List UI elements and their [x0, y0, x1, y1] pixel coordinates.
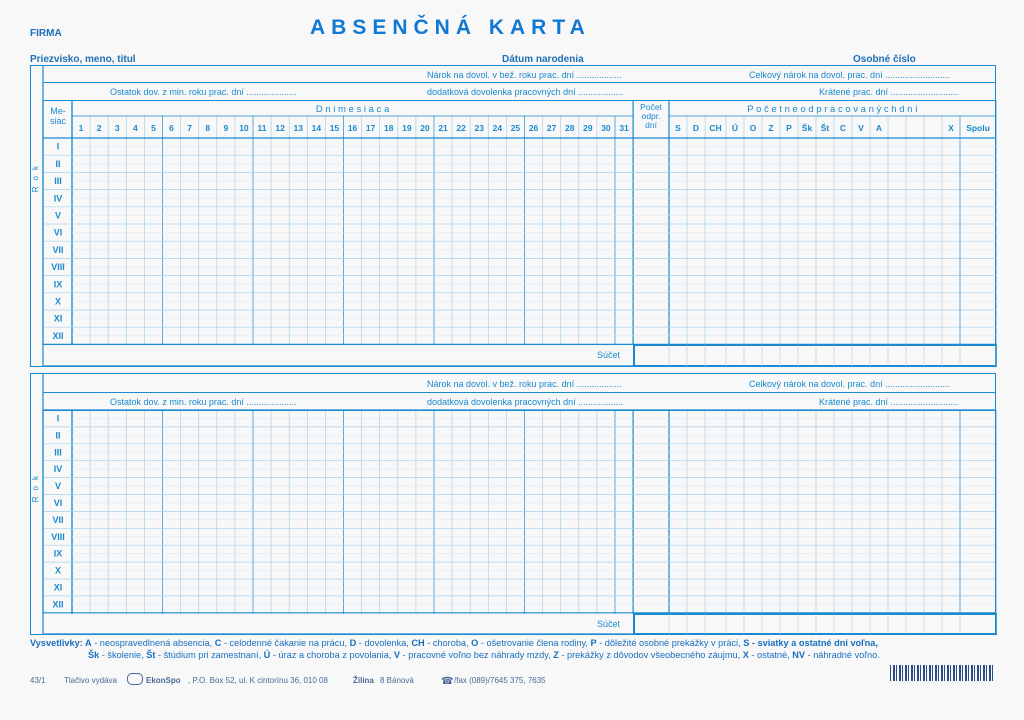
legend-text: NV [792, 650, 806, 660]
legend-text: D [349, 638, 357, 648]
absence-code: P [786, 123, 792, 133]
pocet-odpr-label: dní [645, 120, 657, 130]
legend-text: - štúdium pri zamestnaní, [155, 650, 264, 660]
dodatkova-label: dodatková dovolenka pracovných dní .................. [427, 87, 624, 97]
month-label: I [56, 141, 60, 152]
legend-text: - choroba, [424, 638, 472, 648]
form-title: ABSENČNÁ KARTA [310, 16, 591, 39]
rok-label: Rok [31, 160, 40, 193]
month-label: VI [53, 227, 63, 238]
day-number: 7 [187, 123, 193, 133]
legend-line-2 [88, 650, 880, 660]
month-label: II [55, 158, 61, 169]
absence-code: Ú [731, 123, 739, 133]
day-number: 21 [438, 123, 448, 133]
panel-2-divider [43, 392, 996, 393]
vydava-label: Tlačivo vydáva [64, 676, 117, 685]
panel-2-divider-2 [43, 410, 996, 411]
day-number: 10 [239, 123, 249, 133]
year-panel-2 [30, 373, 996, 635]
day-number: 20 [420, 123, 430, 133]
kratene-label: Krátené prac. dní ........................... [819, 87, 959, 97]
absence-code: X [948, 123, 954, 133]
priezvisko-label: Priezvisko, meno, titul [30, 54, 136, 65]
month-label: II [55, 430, 61, 441]
publisher-name: EkonSpo [146, 676, 181, 685]
absence-code: Z [768, 123, 774, 133]
publisher-city: Žilina [353, 676, 374, 685]
legend-text: P [590, 638, 597, 648]
month-label: IV [53, 464, 63, 475]
month-label: X [54, 296, 62, 307]
rok-label-2: Rok [31, 470, 40, 503]
month-label: V [54, 210, 62, 221]
kratene-label-2: Krátené prac. dní ........................... [819, 397, 959, 407]
legend-text: - dovolenka, [356, 638, 412, 648]
phone-icon: ☎ [441, 676, 454, 687]
day-number: 2 [96, 123, 102, 133]
absence-code: V [858, 123, 864, 133]
legend-text: Šk [88, 650, 100, 660]
month-label: VI [53, 497, 63, 508]
day-number: 3 [114, 123, 120, 133]
legend-line-1 [30, 638, 878, 648]
month-label: IX [53, 548, 63, 559]
ekonspo-logo-icon [127, 673, 143, 685]
month-label: XII [52, 330, 64, 341]
day-number: 22 [456, 123, 466, 133]
legend-text: - úraz a choroba z povolania, [270, 650, 394, 660]
day-number: 16 [347, 123, 358, 133]
day-number: 27 [546, 123, 557, 133]
legend-text: - dôležité osobné prekážky v práci, [596, 638, 744, 648]
day-number: 30 [601, 123, 611, 133]
firma-label: FIRMA [30, 28, 62, 39]
month-label: III [54, 447, 62, 458]
legend-text: X [742, 650, 749, 660]
legend-text: - neospravedlnená absencia, [91, 638, 215, 648]
ostatok-label: Ostatok dov. z min. roku prac. dní .................... [110, 87, 297, 97]
day-number: 15 [329, 123, 340, 133]
day-number: 19 [402, 123, 412, 133]
day-number: 14 [311, 123, 322, 133]
ostatok-label-2: Ostatok dov. z min. roku prac. dní .................... [110, 397, 297, 407]
legend-text: Z [553, 650, 559, 660]
legend-text: S - sviatky a ostatné dni voľna, [743, 638, 878, 648]
absence-code: S [675, 123, 681, 133]
day-number: 29 [583, 123, 593, 133]
absence-code: C [839, 123, 847, 133]
legend-text: - pracovné voľno bez náhrady mzdy, [400, 650, 554, 660]
legend-text: CH [411, 638, 425, 648]
month-label: I [56, 413, 60, 424]
osobne-cislo-label: Osobné číslo [853, 54, 916, 65]
day-number: 12 [275, 123, 285, 133]
absence-code: CH [709, 123, 722, 133]
month-label: V [54, 481, 62, 492]
publisher-city-part: 8 Bánová [380, 676, 414, 685]
month-label: XI [53, 582, 63, 593]
month-label: X [54, 565, 62, 576]
neodpracovanych-label: P o č e t n e o d p r a c o v a n ý c h d n í [747, 104, 918, 115]
day-number: 18 [384, 123, 394, 133]
legend-text: V [393, 650, 401, 660]
day-number: 6 [169, 123, 174, 133]
narok-label-2: Nárok na dovol. v bež. roku prac. dní .................. [427, 379, 622, 389]
narok-label: Nárok na dovol. v bež. roku prac. dní .................. [427, 70, 622, 80]
mesiac-label: siac [49, 116, 67, 126]
day-number: 8 [205, 123, 211, 133]
datum-narodenia-label: Dátum narodenia [502, 54, 584, 65]
day-number: 26 [528, 123, 539, 133]
month-label: VII [52, 514, 64, 525]
day-number: 31 [619, 123, 629, 133]
day-number: 25 [510, 123, 521, 133]
legend-text: Vysvetlivky: [30, 638, 85, 648]
day-number: 13 [293, 123, 303, 133]
celkovy-narok-label-2: Celkový nárok na dovol. prac. dní .......................... [749, 379, 951, 389]
legend-text: - školenie, [99, 650, 147, 660]
legend-text: C [214, 638, 222, 648]
legend-text: - celodenné čakanie na prácu, [221, 638, 350, 648]
legend-text: O [471, 638, 479, 648]
day-number: 24 [492, 123, 503, 133]
absence-code: A [875, 123, 883, 133]
legend-text: A [85, 638, 92, 648]
day-number: 9 [223, 123, 229, 133]
absence-code: D [692, 123, 700, 133]
month-label: III [54, 176, 62, 187]
day-number: 11 [257, 123, 267, 133]
legend-text: - náhradné voľno. [805, 650, 880, 660]
sucet-label: Súčet [596, 350, 620, 360]
month-label: IX [53, 279, 63, 290]
celkovy-narok-label: Celkový nárok na dovol. prac. dní .......................... [749, 70, 951, 80]
mesiac-label: Me- [50, 106, 66, 116]
day-number: 1 [78, 123, 84, 133]
month-label: VII [52, 244, 64, 255]
dodatkova-label-2: dodatková dovolenka pracovných dní .................. [427, 397, 624, 407]
absence-code: Spolu [966, 123, 990, 133]
month-label: VIII [51, 531, 65, 542]
pocet-odpr-label: odpr. [641, 111, 661, 121]
day-number: 17 [365, 123, 376, 133]
day-number: 4 [132, 123, 138, 133]
legend-text: Ú [263, 650, 271, 660]
month-label: XII [52, 599, 64, 610]
day-number: 23 [474, 123, 484, 133]
form-code: 43/1 [30, 676, 46, 685]
absence-code: Šk [801, 123, 813, 133]
month-label: IV [53, 193, 63, 204]
absence-code: Št [820, 123, 830, 133]
absence-code: O [749, 123, 757, 133]
sucet-label: Súčet [596, 619, 620, 629]
dni-mesiaca-label: D n i m e s i a c a [315, 104, 390, 115]
month-label: VIII [51, 262, 65, 273]
legend-text: Št [146, 650, 156, 660]
legend-text: - ostatné, [748, 650, 793, 660]
legend-text: - ošetrovanie člena rodiny, [478, 638, 591, 648]
day-number: 5 [151, 123, 156, 133]
publisher-address: , P.O. Box 52, ul. K cintorínu 36, 010 08 [188, 676, 328, 685]
pocet-odpr-label: Počet [640, 102, 662, 112]
month-label: XI [53, 313, 63, 324]
publisher-phone: /fax (089)/7645 375, 7635 [454, 676, 546, 685]
day-number: 28 [565, 123, 575, 133]
barcode [890, 665, 994, 681]
legend-text: - prekážky z dôvodov všeobecného záujmu, [558, 650, 743, 660]
